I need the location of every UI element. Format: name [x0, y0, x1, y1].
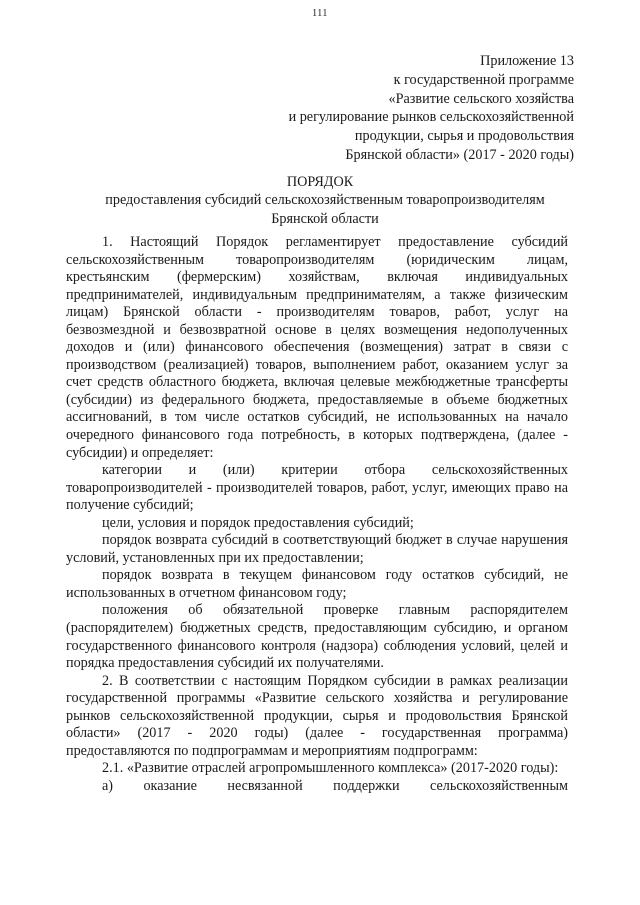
appendix-line: Приложение 13 — [480, 53, 574, 69]
paragraph: 1. Настоящий Порядок регламентирует предоставление субсидий сельскохозяйственным товаропроизводителям (юридическим лицам, крестьянским (фермерским) хозяйствам, включая индивидуальных предпринимателей, индивидуальным предпринимателям, а также физическим лицам) Брянской области - производителям товаров, работ, услуг на безвозмездной и безвозвратной основе в целях возмещения недополученных доходов и (или) финансового обеспечения (возмещения) затрат в связи с производством (реализацией) товаров, выполнением работ, оказанием услуг за счет средств областного бюджета, включая целевые межбюджетные трансферты (субсидии) из федерального бюджета, предоставляемые в объеме бюджетных ассигнований, в том числе остатков субсидий, не использованных на начало очередного финансового года потребность, в которых подтверждена, (далее - субсидии) и определяет: — [66, 234, 568, 461]
paragraph: 2. В соответствии с настоящим Порядком субсидии в рамках реализации государственной программы «Развитие сельского хозяйства и регулирование рынков сельскохозяйственной продукции, сырья и продовольствия Брянской области» (2017 - 2020 годы) (далее - государственная программа) предоставляются по подпрограммам и мероприятиям подпрограмм: — [66, 672, 568, 759]
appendix-line: продукции, сырья и продовольствия — [354, 128, 574, 145]
paragraph: категории и (или) критерии отбора сельскохозяйственных товаропроизводителей - производителей товаров, работ, услуг, имеющих право на получение субсидий; — [66, 462, 568, 514]
appendix-line: «Развитие сельского хозяйства — [388, 90, 574, 107]
paragraph: 2.1. «Развитие отраслей агропромышленного комплекса» (2017-2020 годы): — [102, 760, 559, 777]
document-body — [66, 234, 568, 796]
appendix-header — [154, 52, 574, 165]
paragraph: а) оказание несвязанной поддержки сельскохозяйственным — [102, 777, 568, 794]
document-title: ПОРЯДОК — [286, 174, 354, 190]
appendix-line: Брянской области» (2017 - 2020 годы) — [345, 146, 574, 163]
appendix-line: к государственной программе — [393, 71, 574, 88]
page-number: 111 — [312, 8, 328, 19]
appendix-line: и регулирование рынков сельскохозяйственной — [288, 109, 574, 126]
paragraph: положения об обязательной проверке главным распорядителем (распорядителем) бюджетных средств, предоставляющим субсидию, и органом государственного финансового контроля (надзора) соблюдения условий, целей и порядка предоставления субсидий их получателями. — [66, 602, 568, 672]
paragraph: порядок возврата субсидий в соответствующий бюджет в случае нарушения условий, установленных при их предоставлении; — [66, 532, 568, 566]
document-subtitle: предоставления субсидий сельскохозяйственным товаропроизводителям Брянской области — [105, 192, 545, 227]
paragraph: порядок возврата в текущем финансовом году остатков субсидий, не использованных в отчетном финансовом году; — [66, 567, 568, 601]
paragraph: цели, условия и порядок предоставления субсидий; — [102, 514, 414, 531]
